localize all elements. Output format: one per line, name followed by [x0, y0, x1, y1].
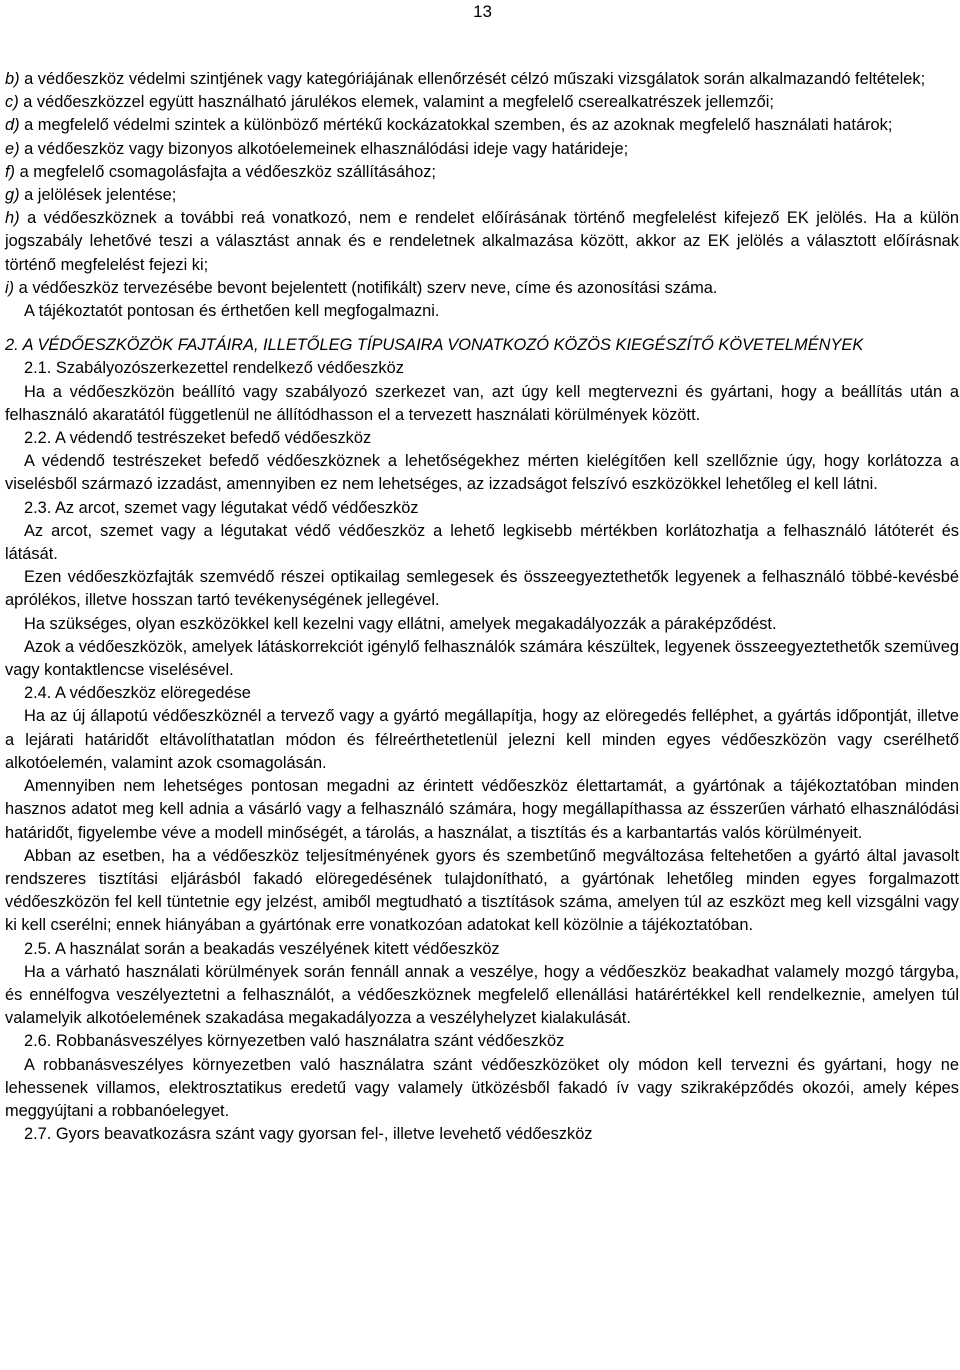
subsection-2-6: [5, 1030, 959, 1123]
paragraph: Az arcot, szemet vagy a légutakat védő védőeszköz a lehető legkisebb mértékben korlátozhatja a felhasználó látóterét és látását.: [5, 521, 959, 564]
subsection-title: 2.6. Robbanásveszélyes környezetben való használatra szánt védőeszköz: [24, 1032, 565, 1051]
item-label: h): [5, 209, 20, 228]
subsection-2-2: [5, 427, 959, 497]
list-item: [5, 114, 959, 137]
subsection-title: 2.1. Szabályozószerkezettel rendelkező védőeszköz: [24, 359, 404, 378]
list-item: [5, 184, 959, 207]
item-text: a védőeszköz vagy bizonyos alkotóelemeinek elhasználódási ideje vagy határideje;: [19, 139, 629, 158]
list-item: [5, 277, 959, 300]
paragraph: Amennyiben nem lehetséges pontosan megadni az érintett védőeszköz élettartamát, a gyártónak a tájékoztatóban minden hasznos adatot meg kell adnia a vásárló vagy a felhasználó számára, hogy megállapíthassa az ésszerűen várható elhasználódási határidőt, figyelembe véve a modell minőségét, a tárolás, a használat, a tisztítás és a karbantartás valós körülményeit.: [5, 777, 959, 842]
item-text: a jelölések jelentése;: [19, 186, 177, 205]
paragraph: Azok a védőeszközök, amelyek látáskorrekciót igénylő felhasználók számára készültek, legyenek összeegyeztethetők szemüveg vagy kontaktlencse viselésével.: [5, 637, 959, 680]
subsection-title: 2.5. A használat során a beakadás veszélyének kitett védőeszköz: [24, 939, 500, 958]
subsection-title: 2.7. Gyors beavatkozásra szánt vagy gyorsan fel-, illetve levehető védőeszköz: [24, 1125, 593, 1144]
document-body: [5, 68, 959, 1146]
section-spacer: [5, 323, 959, 334]
item-label: b): [5, 70, 20, 88]
item-text: a védőeszközzel együtt használható járulékos elemek, valamint a megfelelő cserealkatrészek jellemzői;: [18, 93, 774, 112]
list-item: [5, 138, 959, 161]
item-label: e): [5, 139, 20, 158]
paragraph: A védendő testrészeket befedő védőeszköznek a lehetőségekhez mérten kielégítően kell szellőznie úgy, hogy korlátozza a viselésből származó izzadást, amennyiben ez nem lehetséges, az izzadságot felszívó eszközökkel lehetőleg el kell látni.: [5, 452, 959, 494]
paragraph: Ha a védőeszközön beállító vagy szabályozó szerkezet van, azt úgy kell megtervezni és gyártani, hogy a beállítás után a felhasználó akaratától függetlenül ne állítódhasson el a tervezett használati körülmények között.: [5, 382, 959, 424]
subsection-2-4: [5, 682, 959, 937]
closing-sentence: A tájékoztatót pontosan és érthetően kell megfogalmazni.: [24, 302, 440, 321]
list-item: [5, 68, 959, 91]
item-label: f): [5, 162, 16, 181]
subsection-title: 2.3. Az arcot, szemet vagy légutakat védő védőeszköz: [24, 498, 419, 517]
requirements-list: [5, 68, 959, 323]
list-item: [5, 91, 959, 114]
page-number: 13: [473, 2, 492, 21]
item-label: d): [5, 116, 20, 135]
subsection-2-3: [5, 497, 959, 683]
item-text: a védőeszköz védelmi szintjének vagy kategóriájának ellenőrzését célzó műszaki vizsgálatok során alkalmazandó feltételek;: [19, 70, 926, 88]
paragraph: Ha a várható használati körülmények során fennáll annak a veszélye, hogy a védőeszköz beakadhat valamely mozgó tárgyba, és ennélfogva veszélyeztetni a felhasználót, a védőeszköznek megfelelő ellenállási határértékkel kell rendelkeznie, amelyen túl valamelyik alkotóelemének szakadása megakadályozza a veszélyhelyzet kialakulását.: [5, 962, 959, 1028]
item-text: a védőeszköz tervezésébe bevont bejelentett (notifikált) szerv neve, címe és azonosítási száma.: [14, 278, 718, 297]
paragraph: Abban az esetben, ha a védőeszköz teljesítményének gyors és szembetűnő megváltozása feltehetően a gyártó által javasolt rendszeres tisztítási eljárásból fakadó elöregedésének tulajdonítható, a gyártónak lehetőleg minden egyes forgalmazott védőeszközön fel kell tüntetnie egy jelzést, amiből megtudható a tisztítások száma, amelyen túl az eszközt meg kell vizsgálni vagy ki kell cserélni; ennek hiányában a gyártónak erre vonatkozóan adatokat kell közölnie a tájékoztatóban.: [5, 846, 959, 935]
list-item: [5, 161, 959, 184]
item-label: c): [5, 93, 19, 112]
paragraph: Ezen védőeszközfajták szemvédő részei optikailag semlegesek és összeegyeztethetők legyenek a felhasználó többé-kevésbé aprólékos, illetve hosszan tartó tevékenységének jellegével.: [5, 568, 959, 610]
section-heading: 2. A VÉDŐESZKÖZÖK FAJTÁIRA, ILLETŐLEG TÍPUSAIRA VONATKOZÓ KÖZÖS KIEGÉSZÍTŐ KÖVETELMÉNYEK: [5, 336, 864, 355]
item-text: a megfelelő csomagolásfajta a védőeszköz szállításához;: [15, 162, 436, 181]
subsection-2-5: [5, 938, 959, 1031]
paragraph: Ha az új állapotú védőeszköznél a tervező vagy a gyártó megállapítja, hogy az elöregedés felléphet, a gyártás időpontját, illetve a lejárati határidőt eltávolíthatatlan módon és félreérthetetlenül jelezni kell minden egyes védőeszközön vagy cserélhető alkotóelemén, valamint azok csomagolásán.: [5, 707, 959, 772]
item-text: a megfelelő védelmi szintek a különböző mértékű kockázatokkal szemben, és az azoknak megfelelő használati határok;: [19, 116, 893, 135]
paragraph: A robbanásveszélyes környezetben való használatra szánt védőeszközöket oly módon kell tervezni és gyártani, hogy ne lehessenek villamos, elektrosztatikus eredetű vagy valamely ütközésből fakadó ív vagy szikraképződés okozói, amely képes meggyújtani a robbanóelegyet.: [5, 1055, 959, 1120]
subsection-2-7: [5, 1123, 959, 1146]
subsection-title: 2.4. A védőeszköz elöregedése: [24, 684, 251, 703]
item-label: g): [5, 186, 20, 205]
item-label: i): [5, 278, 15, 297]
list-item: [5, 207, 959, 277]
paragraph: Ha szükséges, olyan eszközökkel kell kezelni vagy ellátni, amelyek megakadályozzák a páraképződést.: [24, 614, 777, 633]
subsection-2-1: [5, 357, 959, 427]
item-text: a védőeszköznek a további reá vonatkozó, nem e rendelet előírásának történő megfelelést kifejező EK jelölés. Ha a külön jogszabály lehetővé teszi a választást annak és e rendeletnek alkalmazása között, akkor az EK jelölés a választott előírásnak történő megfelelést fejezi ki;: [5, 209, 959, 274]
subsection-title: 2.2. A védendő testrészeket befedő védőeszköz: [24, 429, 372, 448]
